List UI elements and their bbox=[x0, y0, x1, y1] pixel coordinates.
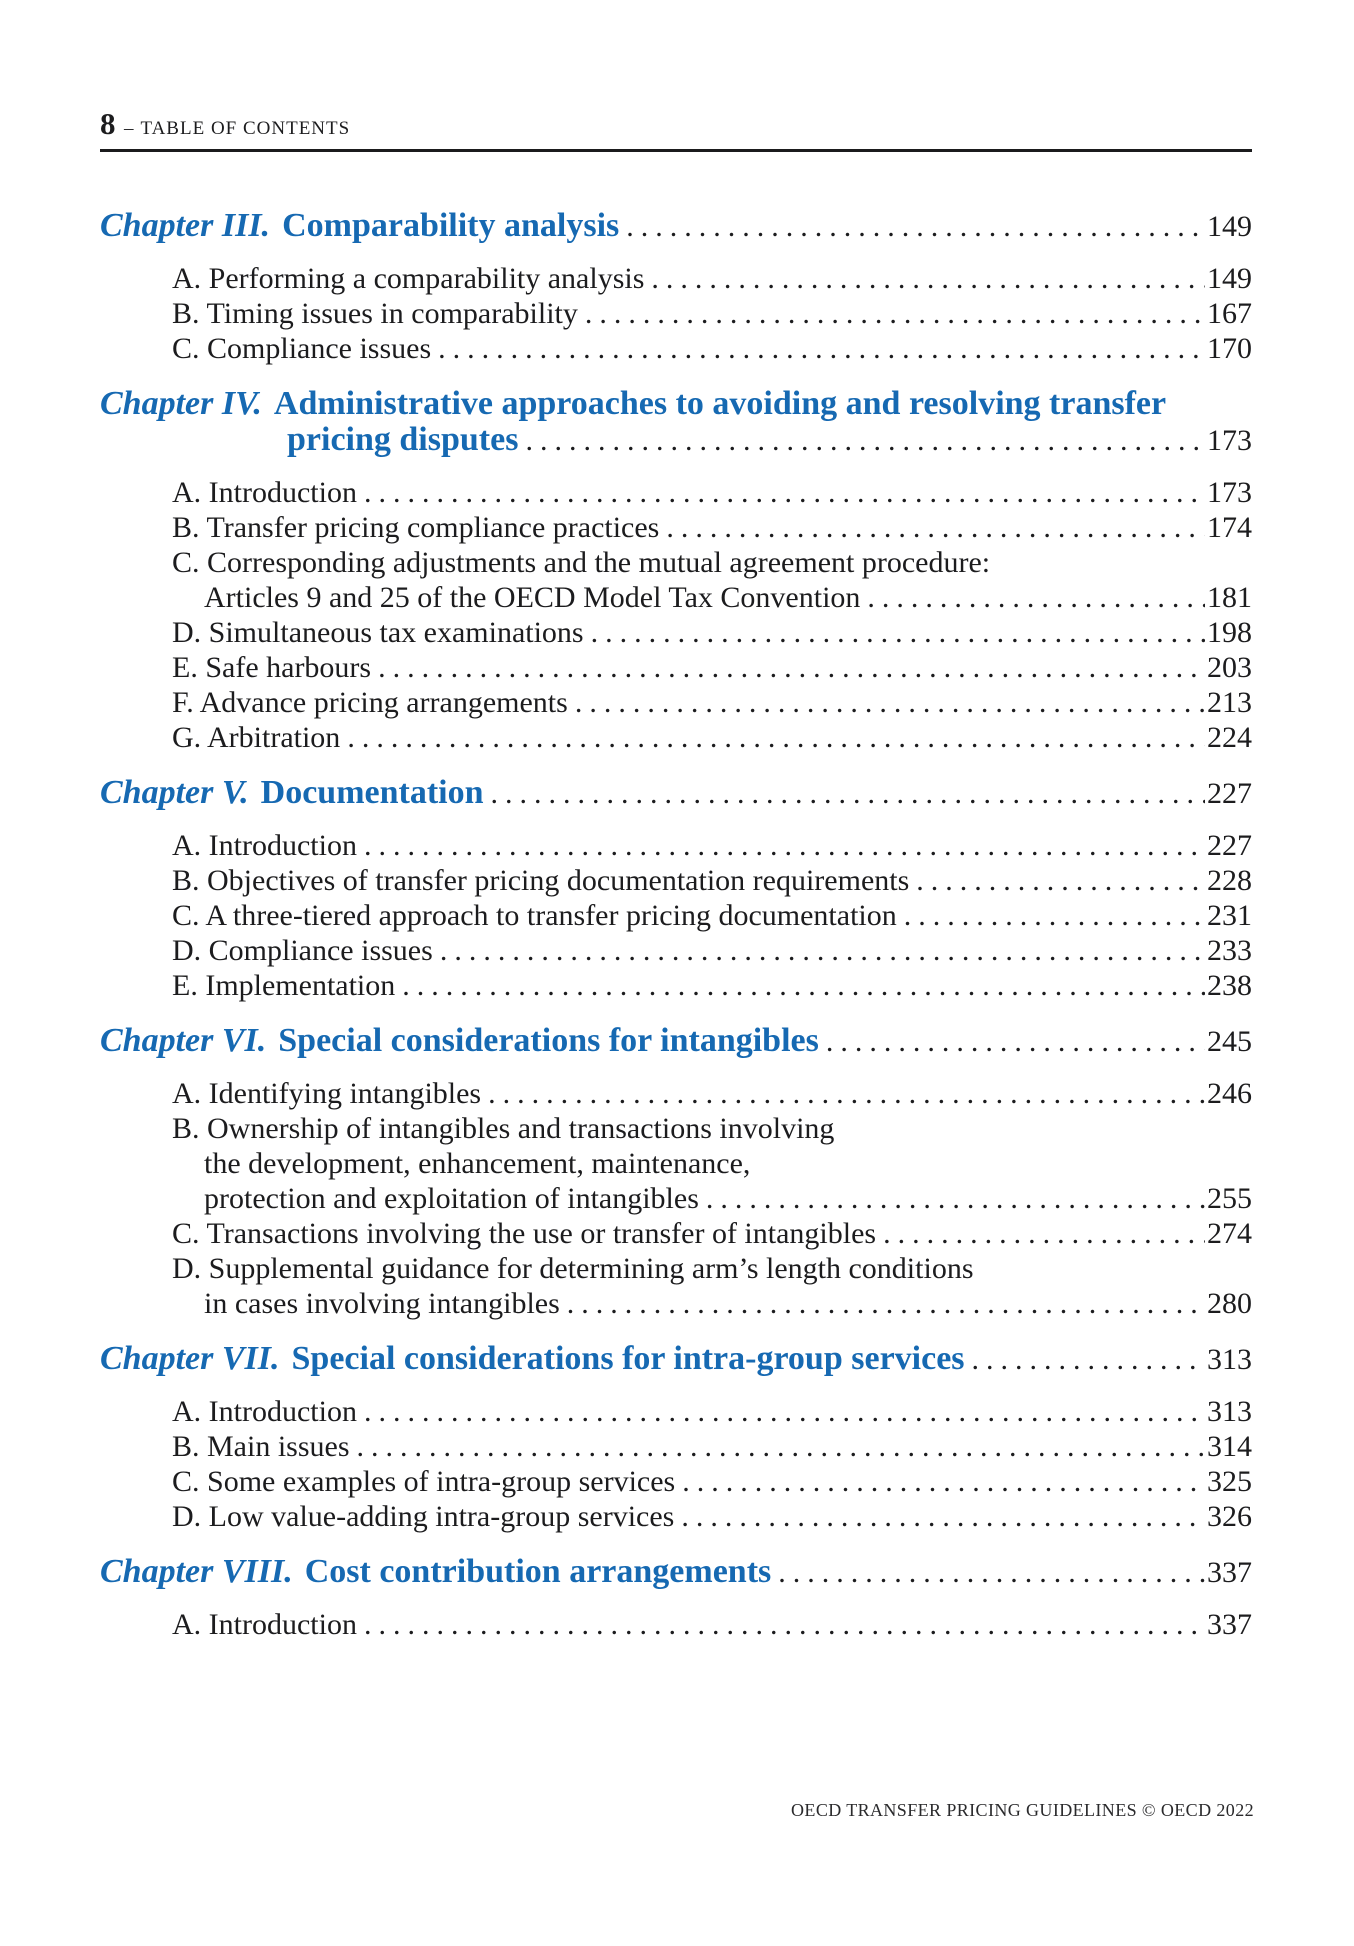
dot-leader bbox=[651, 261, 1205, 296]
entry-text: E. Safe harbours bbox=[172, 651, 372, 684]
toc-chapter-3 bbox=[100, 775, 1252, 1003]
page-number: 325 bbox=[1207, 1465, 1252, 1498]
page-number: 213 bbox=[1207, 686, 1252, 719]
toc-entry-line bbox=[100, 1216, 1252, 1251]
chapter-entries bbox=[100, 828, 1252, 1003]
entry-text: B. Objectives of transfer pricing documentation requirements bbox=[172, 864, 910, 897]
chapter-title-line bbox=[100, 386, 1252, 422]
chapter-entries bbox=[100, 1607, 1252, 1642]
dot-leader bbox=[364, 828, 1205, 863]
toc-entry-line bbox=[100, 933, 1252, 968]
page-number: 203 bbox=[1207, 651, 1252, 684]
chapter-title bbox=[100, 208, 1252, 245]
toc-chapter-4 bbox=[100, 1023, 1252, 1321]
entry-text: B. Main issues bbox=[172, 1430, 350, 1463]
toc-entry-line bbox=[100, 580, 1252, 615]
entry-text: C. Some examples of intra-group services bbox=[172, 1465, 676, 1498]
dot-leader bbox=[378, 650, 1205, 685]
dot-leader bbox=[591, 615, 1205, 650]
chapter-title-text: pricing disputes bbox=[287, 421, 519, 458]
toc-entry-line bbox=[100, 720, 1252, 755]
dot-leader bbox=[778, 1555, 1205, 1591]
toc-entry-line bbox=[100, 296, 1252, 331]
dot-leader bbox=[364, 475, 1205, 510]
page-number: 174 bbox=[1207, 511, 1252, 544]
dot-leader bbox=[682, 1464, 1205, 1499]
dot-leader bbox=[585, 296, 1205, 331]
chapter-label: Chapter VI. bbox=[100, 1022, 267, 1059]
page-number: 233 bbox=[1207, 934, 1252, 967]
chapter-title bbox=[100, 1023, 1252, 1060]
chapter-title bbox=[100, 1341, 1252, 1378]
dot-leader bbox=[347, 720, 1205, 755]
chapter-label: Chapter IV. bbox=[100, 385, 262, 422]
dot-leader bbox=[681, 1499, 1205, 1534]
chapter-label: Chapter VIII. bbox=[100, 1553, 293, 1590]
page-number: 274 bbox=[1207, 1217, 1252, 1250]
dot-leader bbox=[491, 776, 1205, 812]
chapter-entries bbox=[100, 1394, 1252, 1534]
header-separator: – bbox=[124, 118, 134, 139]
entry-text: B. Ownership of intangibles and transactions involving bbox=[172, 1112, 835, 1145]
page-number: 255 bbox=[1207, 1182, 1252, 1215]
page-number: 313 bbox=[1207, 1395, 1252, 1428]
entry-text: D. Simultaneous tax examinations bbox=[172, 616, 584, 649]
header-title: TABLE OF CONTENTS bbox=[140, 118, 351, 139]
entry-text: B. Timing issues in comparability bbox=[172, 297, 578, 330]
chapter-entries bbox=[100, 1076, 1252, 1321]
toc-entry-line bbox=[100, 261, 1252, 296]
toc-entry-line bbox=[100, 510, 1252, 545]
chapter-title-line bbox=[100, 208, 1252, 245]
chapter-title-line bbox=[100, 1341, 1252, 1378]
chapter-title-text: Cost contribution arrangements bbox=[304, 1553, 772, 1590]
page-number: 227 bbox=[1207, 777, 1252, 810]
dot-leader bbox=[364, 1607, 1205, 1642]
page-number: 149 bbox=[1207, 210, 1252, 243]
toc-entry-line bbox=[100, 545, 1252, 580]
chapter-title-line bbox=[100, 1023, 1252, 1060]
toc-chapter-6 bbox=[100, 1554, 1252, 1642]
entry-text: E. Implementation bbox=[172, 969, 396, 1002]
toc-entry-line bbox=[100, 863, 1252, 898]
chapter-title-text: Special considerations for intra-group services bbox=[291, 1340, 965, 1377]
page-number: 149 bbox=[1207, 262, 1252, 295]
page-number: 280 bbox=[1207, 1287, 1252, 1320]
toc-entry-line bbox=[100, 1464, 1252, 1499]
entry-text: D. Low value-adding intra-group services bbox=[172, 1500, 675, 1533]
page-number: 245 bbox=[1207, 1025, 1252, 1058]
entry-text: Articles 9 and 25 of the OECD Model Tax Convention bbox=[204, 581, 861, 614]
toc-entry-line bbox=[100, 1286, 1252, 1321]
entry-text: C. Transactions involving the use or transfer of intangibles bbox=[172, 1217, 877, 1250]
chapter-label: Chapter V. bbox=[100, 774, 249, 811]
dot-leader bbox=[440, 933, 1205, 968]
page-number: 313 bbox=[1207, 1343, 1252, 1376]
entry-text: A. Introduction bbox=[172, 829, 357, 862]
dot-leader bbox=[357, 1429, 1205, 1464]
entry-text: A. Identifying intangibles bbox=[172, 1077, 482, 1110]
entry-text: F. Advance pricing arrangements bbox=[172, 686, 568, 719]
toc-chapter-5 bbox=[100, 1341, 1252, 1534]
entry-text: A. Introduction bbox=[172, 476, 357, 509]
dot-leader bbox=[438, 331, 1205, 366]
dot-leader bbox=[626, 209, 1205, 245]
entry-text: C. A three-tiered approach to transfer pricing documentation bbox=[172, 899, 897, 932]
toc-entry-line bbox=[100, 331, 1252, 366]
toc-entry-line bbox=[100, 685, 1252, 720]
entry-text: A. Introduction bbox=[172, 1608, 357, 1641]
toc-entry-line bbox=[100, 1394, 1252, 1429]
entry-text: C. Corresponding adjustments and the mutual agreement procedure: bbox=[172, 546, 991, 579]
page-number: 227 bbox=[1207, 829, 1252, 862]
toc-entry-line bbox=[100, 898, 1252, 933]
chapter-title bbox=[100, 775, 1252, 812]
chapter-title bbox=[100, 386, 1252, 459]
page-number: 173 bbox=[1207, 424, 1252, 457]
chapter-title bbox=[100, 1554, 1252, 1591]
page-number: 238 bbox=[1207, 969, 1252, 1002]
page-number: 228 bbox=[1207, 864, 1252, 897]
toc-entry-line bbox=[100, 1146, 1252, 1181]
dot-leader bbox=[706, 1181, 1205, 1216]
toc-entry-line bbox=[100, 1499, 1252, 1534]
page-number: 167 bbox=[1207, 297, 1252, 330]
page-number: 173 bbox=[1207, 476, 1252, 509]
chapter-label: Chapter III. bbox=[100, 207, 271, 244]
page bbox=[100, 0, 1252, 1662]
dot-leader bbox=[488, 1076, 1205, 1111]
dot-leader bbox=[867, 580, 1205, 615]
page-number: 337 bbox=[1207, 1608, 1252, 1641]
entry-text: D. Supplemental guidance for determining arm’s length conditions bbox=[172, 1252, 974, 1285]
toc-entry-line bbox=[100, 615, 1252, 650]
dot-leader bbox=[575, 685, 1205, 720]
page-number: 246 bbox=[1207, 1077, 1252, 1110]
page-number: 231 bbox=[1207, 899, 1252, 932]
dot-leader bbox=[904, 898, 1205, 933]
toc-entry-line bbox=[100, 1076, 1252, 1111]
chapter-label: Chapter VII. bbox=[100, 1340, 280, 1377]
dot-leader bbox=[916, 863, 1205, 898]
entry-text: C. Compliance issues bbox=[172, 332, 432, 365]
entry-text: protection and exploitation of intangibles bbox=[204, 1182, 699, 1215]
running-header bbox=[100, 106, 1252, 152]
entry-text: B. Transfer pricing compliance practices bbox=[172, 511, 660, 544]
entry-text: in cases involving intangibles bbox=[204, 1287, 560, 1320]
toc-entry-line bbox=[100, 475, 1252, 510]
chapter-title-text: Administrative approaches to avoiding and resolving transfer bbox=[273, 385, 1167, 422]
entry-text: D. Compliance issues bbox=[172, 934, 433, 967]
dot-leader bbox=[972, 1342, 1205, 1378]
toc-entry-line bbox=[100, 650, 1252, 685]
page-number: 337 bbox=[1207, 1556, 1252, 1589]
toc-entry-line bbox=[100, 1181, 1252, 1216]
chapter-entries bbox=[100, 475, 1252, 755]
chapter-title-line bbox=[100, 1554, 1252, 1591]
toc-chapter-2 bbox=[100, 386, 1252, 755]
page-number: 170 bbox=[1207, 332, 1252, 365]
entry-text: A. Performing a comparability analysis bbox=[172, 262, 645, 295]
dot-leader bbox=[567, 1286, 1205, 1321]
toc-entry-line bbox=[100, 1429, 1252, 1464]
entry-text: the development, enhancement, maintenance, bbox=[204, 1147, 751, 1180]
header-page-number: 8 bbox=[100, 106, 116, 141]
toc-entry-line bbox=[100, 968, 1252, 1003]
dot-leader bbox=[883, 1216, 1205, 1251]
dot-leader bbox=[666, 510, 1205, 545]
toc-entry-line bbox=[100, 1111, 1252, 1146]
page-number: 326 bbox=[1207, 1500, 1252, 1533]
footer-credit: OECD TRANSFER PRICING GUIDELINES © OECD 2022 bbox=[791, 1800, 1254, 1820]
page-number: 224 bbox=[1207, 721, 1252, 754]
toc-chapter-1 bbox=[100, 208, 1252, 366]
toc-entry-line bbox=[100, 1607, 1252, 1642]
chapter-entries bbox=[100, 261, 1252, 366]
dot-leader bbox=[364, 1394, 1205, 1429]
chapter-title-text: Documentation bbox=[260, 774, 484, 811]
page-number: 181 bbox=[1207, 581, 1252, 614]
dot-leader bbox=[826, 1024, 1205, 1060]
page-number: 314 bbox=[1207, 1430, 1252, 1463]
chapter-title-text: Comparability analysis bbox=[282, 207, 620, 244]
chapter-title-text: Special considerations for intangibles bbox=[278, 1022, 819, 1059]
page-number: 198 bbox=[1207, 616, 1252, 649]
entry-text: G. Arbitration bbox=[172, 721, 341, 754]
toc-entry-line bbox=[100, 1251, 1252, 1286]
chapter-title-line bbox=[100, 775, 1252, 812]
toc-entry-line bbox=[100, 828, 1252, 863]
dot-leader bbox=[525, 423, 1205, 459]
dot-leader bbox=[402, 968, 1205, 1003]
table-of-contents bbox=[100, 208, 1252, 1642]
chapter-title-line bbox=[100, 422, 1252, 459]
entry-text: A. Introduction bbox=[172, 1395, 357, 1428]
